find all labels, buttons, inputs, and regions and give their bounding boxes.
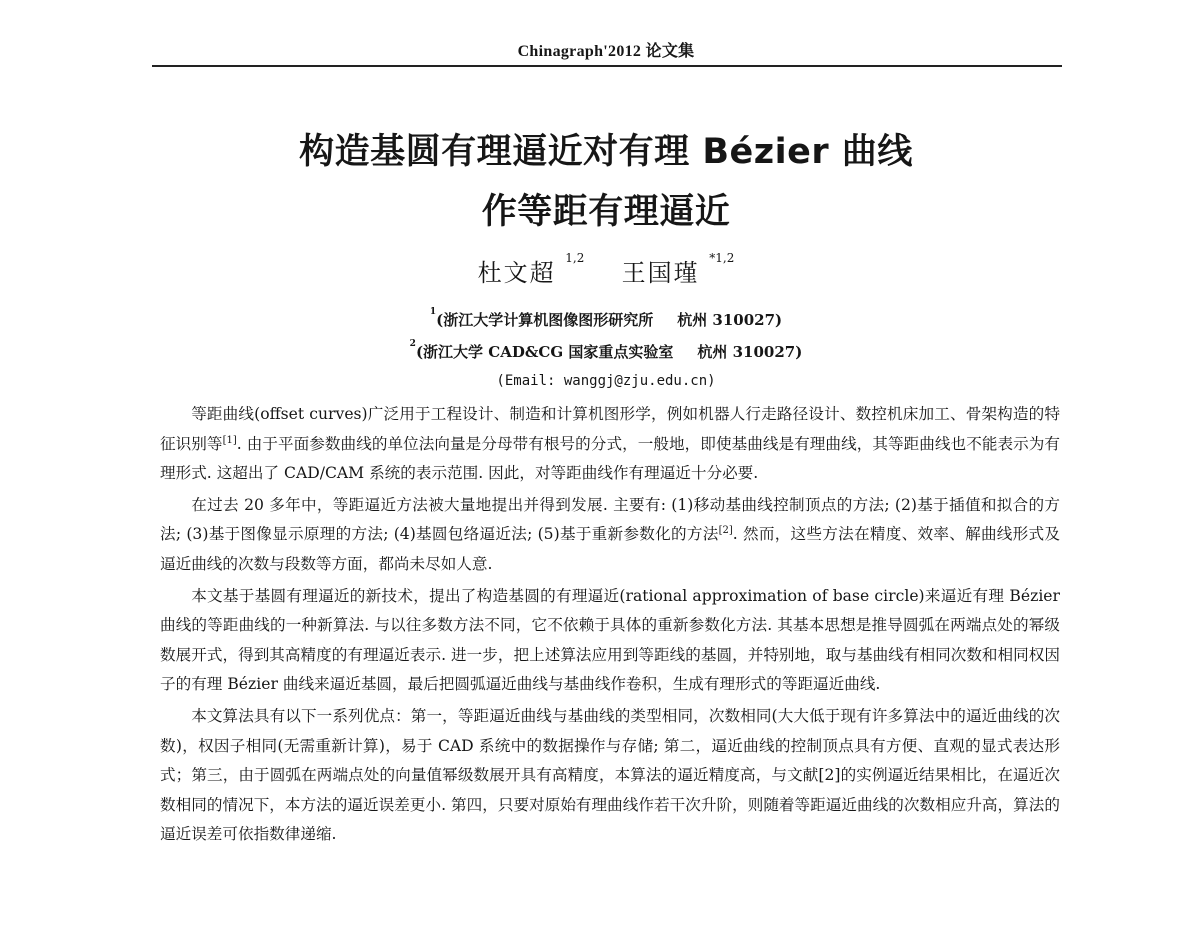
- running-head: Chinagraph'2012 论文集: [517, 43, 695, 60]
- paragraph-text: 本文算法具有以下一系列优点：第一，等距逼近曲线与基曲线的类型相同，次数相同(大大低于现有许多算法中的逼近曲线的次数)，权因子相同(无需重新计算)，易于 CAD 系统中的数据操作与存储; 第二，逼近曲线的控制顶点具有方便、直观的显式表达形式；第三，由于圆弧在两端点处的向量值幂级数展开具有高精度，本算法的逼近精度高，与文献[2]的实例逼近结果相比，在逼近次数相同的情况下，本方法的逼近误差更小. 第四，只要对原始有理曲线作若干次升阶，则随着等距逼近曲线的次数相应升高，算法的逼近误差可依指数律递缩.: [160, 706, 1060, 844]
- affiliation-city: 杭州 310027): [697, 343, 803, 361]
- author-name: 杜文超: [477, 259, 556, 287]
- title-line-2: 作等距有理逼近: [481, 192, 731, 232]
- paragraph: [160, 702, 1060, 850]
- paragraph-text: 本文基于基圆有理逼近的新技术，提出了构造基圆的有理逼近(rational approximation of base circle)来逼近有理 Bézier 曲线的等距曲线的一种新算法. 与以往多数方法不同，它不依赖于具体的重新参数化方法. 其基本思想是推导圆弧在两端点处的幂级数展开式，得到其高精度的有理逼近表示. 进一步，把上述算法应用到等距线的基圆，并特别地，取与基曲线有相同次数和相同权因子的有理 Bézier 曲线来逼近基圆，最后把圆弧逼近曲线与基曲线作卷积，生成有理形式的等距逼近曲线.: [160, 586, 1060, 694]
- affiliation-text: (浙江大学计算机图像图形研究所: [436, 311, 654, 329]
- paragraph-text: . 由于平面参数曲线的单位法向量是分母带有根号的分式，一般地，即使基曲线是有理曲线，其等距曲线也不能表示为有理形式. 这超出了 CAD/CAM 系统的表示范围. 因此，对等距曲线作有理逼近十分必要.: [160, 434, 1060, 483]
- affiliation-city: 杭州 310027): [677, 311, 783, 329]
- paragraph: [160, 582, 1060, 700]
- affiliation-text: (浙江大学 CAD&CG 国家重点实验室: [415, 343, 674, 361]
- body-text: [160, 400, 1060, 852]
- citation-ref: [2]: [718, 525, 733, 537]
- paragraph-text: . 然而，这些方法在精度、效率、解曲线形式及逼近曲线的次数与段数等方面，都尚未尽如人意.: [160, 525, 1060, 573]
- email-line: (Email: wanggj@zju.edu.cn): [496, 373, 716, 389]
- author-list: [152, 253, 1060, 288]
- paragraph: [160, 491, 1060, 580]
- author-name: 王国瑾: [621, 259, 700, 287]
- paragraph: [160, 400, 1060, 489]
- header-rule: [152, 65, 1062, 67]
- affiliation-1: [152, 309, 1060, 330]
- affiliation-2: [152, 341, 1060, 362]
- author-affiliation-mark: 1,2: [565, 251, 585, 265]
- author-affiliation-mark: *1,2: [709, 251, 735, 265]
- affiliation-mark: 2: [409, 339, 416, 349]
- affiliation-mark: 1: [429, 307, 437, 317]
- citation-ref: [1]: [222, 434, 237, 446]
- title-line-1: 构造基圆有理逼近对有理 Bézier 曲线: [299, 132, 913, 172]
- paragraph-text: 等距曲线(offset curves)广泛用于工程设计、制造和计算机图形学，例如机器人行走路径设计、数控机床加工、骨架构造的特征识别等: [160, 405, 1060, 453]
- paragraph-text: 在过去 20 多年中，等距逼近方法被大量地提出并得到发展. 主要有: (1)移动基曲线控制顶点的方法; (2)基于插值和拟合的方法; (3)基于图像显示原理的方法; (4)基圆包络逼近法; (5)基于重新参数化的方法: [160, 495, 1060, 544]
